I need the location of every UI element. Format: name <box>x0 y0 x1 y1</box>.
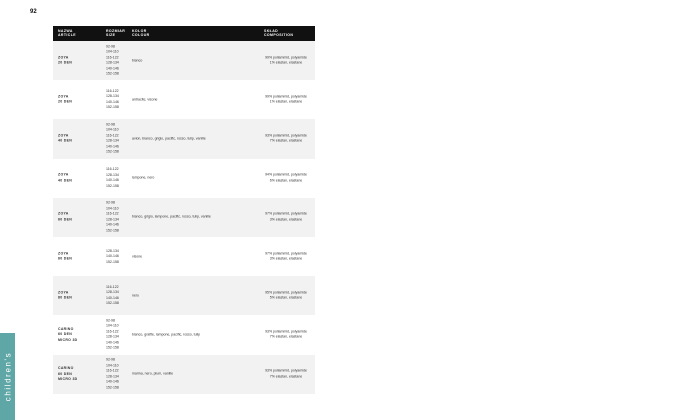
article-cell: ZOYA 40 DEN <box>58 133 73 143</box>
composition-cell: 99% poliammid, polyamide 1% elastan, elastane <box>265 94 307 104</box>
sizes-cell: 92-98 104-110 116-122 128-134 140-146 152-158 <box>106 357 119 390</box>
article-cell: ZOYA 20 DEN <box>58 55 73 65</box>
table-row <box>53 276 315 315</box>
composition-cell: 93% poliammid, polyamide 7% elastan, elastane <box>265 133 307 143</box>
table-row <box>53 41 315 80</box>
product-table <box>53 26 315 394</box>
sizes-cell: 92-98 104-110 116-122 128-134 140-146 152-158 <box>106 318 119 350</box>
table-row <box>53 119 315 158</box>
table-row <box>53 80 315 119</box>
table-row <box>53 237 315 276</box>
sizes-cell: 128-134 140-146 152-158 <box>106 248 119 264</box>
composition-cell: 97% poliammid, polyamide 3% elastan, elastane <box>265 211 307 222</box>
composition-cell: 93% poliammid, polyamide 7% elastan, elastane <box>265 329 307 339</box>
article-cell: ZOYA 80 DEN <box>58 290 73 300</box>
article-cell: ZOYA 60 DEN <box>58 251 73 261</box>
colour-cell: bianco <box>132 57 143 62</box>
composition-cell: 95% poliammid, polyamide 5% elastan, elastane <box>265 290 307 300</box>
page-number: 92 <box>30 9 37 15</box>
colour-cell: bianco, grigio, lampone, pacific, rosso, tulip, vanille <box>132 214 211 219</box>
colour-cell: marina, nero, plum, vanille <box>132 371 174 376</box>
table-body <box>53 41 315 394</box>
sizes-cell: 92-98 104-110 116-122 128-134 140-146 152-158 <box>106 200 119 233</box>
colour-cell: antracite, visone <box>132 97 158 102</box>
header-composition: SKŁAD COMPOSITION <box>264 29 294 37</box>
sizes-cell: 116-122 128-134 140-146 152-158 <box>106 167 119 188</box>
table-row <box>53 159 315 198</box>
colour-cell: visone <box>132 253 143 258</box>
colour-cell: nero <box>132 292 140 297</box>
article-cell: ZOYA 20 DEN <box>58 94 73 104</box>
header-size: ROZMIAR SIZE <box>106 29 126 37</box>
header-article: NAZWA ARTICLE <box>58 29 76 37</box>
composition-cell: 99% poliammid, polyamide 1% elastan, elastane <box>265 55 307 65</box>
composition-cell: 94% poliammid, polyamide 6% elastan, elastane <box>265 172 307 183</box>
sizes-cell: 92-98 104-110 116-122 128-134 140-146 152-158 <box>106 122 119 154</box>
table-row <box>53 198 315 237</box>
side-tab-label <box>0 333 15 420</box>
sizes-cell: 92-98 104-110 116-122 128-134 140-146 152-158 <box>106 44 119 76</box>
composition-cell: 93% poliammid, polyamide 7% elastan, elastane <box>265 368 307 379</box>
article-cell: CARINO 60 DEN MICRO 3D <box>58 365 78 381</box>
side-tab-text: children's <box>3 351 13 402</box>
article-cell: ZOYA 60 DEN <box>58 211 73 222</box>
table-row <box>53 315 315 354</box>
sizes-cell: 116-122 128-134 140-146 152-158 <box>106 284 119 306</box>
header-colour: KOLOR COLOUR <box>132 29 150 37</box>
colour-cell: lampone, nero <box>132 175 155 180</box>
colour-cell: bianco, grafite, lampone, pacific, rosso, tulip <box>132 332 201 337</box>
article-cell: ZOYA 40 DEN <box>58 172 73 183</box>
sizes-cell: 116-122 128-134 140-146 152-158 <box>106 88 119 110</box>
table-row <box>53 355 315 394</box>
table-header <box>53 26 315 41</box>
article-cell: CARINO 60 DEN MICRO 3D <box>58 326 78 342</box>
composition-cell: 97% poliammid, polyamide 3% elastan, elastane <box>265 251 307 261</box>
colour-cell: avion, bianco, grigio, pacific, rosso, tulip, vanille <box>132 136 206 141</box>
